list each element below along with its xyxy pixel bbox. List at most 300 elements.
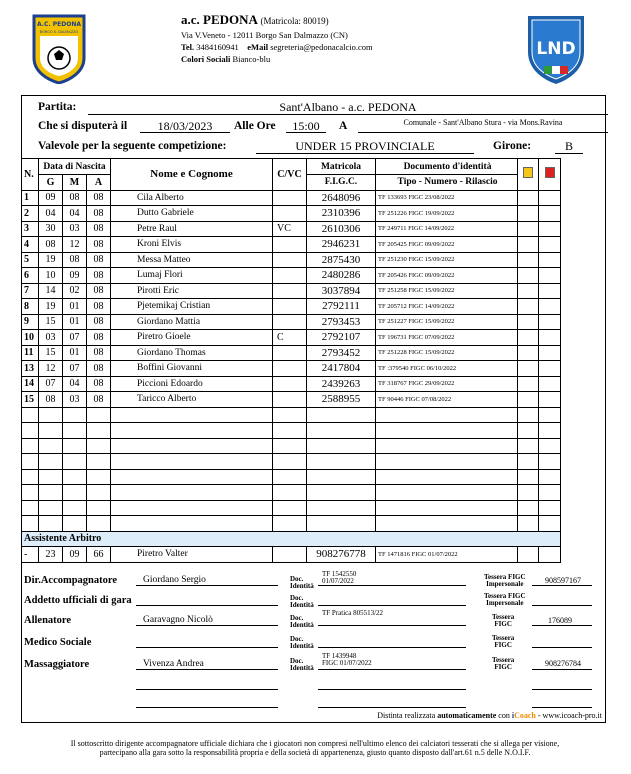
medico-doc-label: Doc. Identità [290, 635, 314, 650]
player-yellow [518, 252, 539, 268]
col-a: A [87, 175, 111, 191]
lnd-logo [524, 12, 588, 86]
player-row [22, 330, 561, 346]
player-doc [376, 500, 518, 516]
player-dob-a [87, 454, 111, 470]
col-n: N. [22, 159, 39, 191]
player-yellow [518, 469, 539, 485]
player-matricola: 2417804 [307, 361, 376, 377]
footer-disclaimer: Il sottoscritto dirigente accompagnatore ufficiale dichiara che i giocatori non compresi nell'ultimo elenco dei calciatori tesserati che si allega per visione, partecipano alla gara sotto la responsabilità propria e della società di appartenenza, giusto quanto disposto dall'art.61 n.5 delle N.O.I.F. [70, 739, 560, 757]
player-name [111, 516, 273, 532]
player-matricola: 3037894 [307, 283, 376, 299]
player-red [539, 392, 561, 408]
player-row [22, 376, 561, 392]
player-dob-g: 09 [39, 190, 63, 206]
player-yellow [518, 454, 539, 470]
player-doc: TF 133693 FIGC 23/08/2022 [376, 190, 518, 206]
player-cvc [273, 516, 307, 532]
player-doc: TF 249711 FIGC 14/09/2022 [376, 221, 518, 237]
col-matricola: Matricola [307, 159, 376, 175]
player-dob-m: 08 [63, 190, 87, 206]
player-row [22, 206, 561, 222]
player-number: 9 [22, 314, 39, 330]
assistant-name: Piretro Valter [111, 547, 273, 563]
player-doc: TF 251230 FIGC 15/09/2022 [376, 252, 518, 268]
player-yellow [518, 407, 539, 423]
player-doc: TF 205426 FIGC 09/09/2022 [376, 268, 518, 284]
player-dob-g: 14 [39, 283, 63, 299]
partita-value: Sant'Albano - a.c. PEDONA [279, 100, 417, 114]
player-number [22, 516, 39, 532]
dir-label: Dir.Accompagnatore [24, 575, 118, 586]
player-dob-m: 12 [63, 237, 87, 253]
player-cvc [273, 190, 307, 206]
player-dob-g: 19 [39, 252, 63, 268]
player-cvc [273, 500, 307, 516]
player-red [539, 330, 561, 346]
player-red [539, 314, 561, 330]
player-dob-g: 10 [39, 268, 63, 284]
player-doc [376, 423, 518, 439]
player-row [22, 454, 561, 470]
player-red [539, 345, 561, 361]
player-cvc [273, 237, 307, 253]
player-cvc [273, 392, 307, 408]
player-yellow [518, 438, 539, 454]
player-number [22, 407, 39, 423]
player-dob-a: 08 [87, 221, 111, 237]
player-matricola: 2480286 [307, 268, 376, 284]
player-name [111, 423, 273, 439]
player-dob-a: 08 [87, 190, 111, 206]
club-badge-sub: BORGO S. DALMAZZO [39, 30, 79, 34]
player-number: 11 [22, 345, 39, 361]
player-doc: TF 196731 FIGC 07/09/2022 [376, 330, 518, 346]
player-dob-m [63, 438, 87, 454]
club-badge-text: A.C. PEDONA [36, 21, 82, 28]
player-red [539, 283, 561, 299]
player-dob-a: 08 [87, 283, 111, 299]
player-dob-a: 08 [87, 237, 111, 253]
player-name: Dutto Gabriele [111, 206, 273, 222]
player-red [539, 516, 561, 532]
assistant-g: 23 [39, 547, 63, 563]
player-number: 2 [22, 206, 39, 222]
player-number [22, 423, 39, 439]
assistant-matricola: 908276778 [307, 547, 376, 563]
date-value: 18/03/2023 [157, 119, 213, 133]
player-yellow [518, 283, 539, 299]
player-dob-m: 08 [63, 252, 87, 268]
player-dob-m [63, 407, 87, 423]
player-dob-m: 03 [63, 392, 87, 408]
player-yellow [518, 423, 539, 439]
allenatore-name: Garavagno Nicolò [143, 615, 213, 625]
player-row [22, 392, 561, 408]
player-cvc [273, 206, 307, 222]
mass-name: Vivenza Andrea [143, 659, 204, 669]
player-row [22, 423, 561, 439]
player-dob-a: 08 [87, 299, 111, 315]
club-address: Via V.Veneto - 12011 Borgo San Dalmazzo (CN) [181, 30, 348, 40]
player-dob-g: 15 [39, 314, 63, 330]
player-name: Petre Raul [111, 221, 273, 237]
player-row [22, 469, 561, 485]
player-yellow [518, 485, 539, 501]
player-dob-a: 08 [87, 252, 111, 268]
player-dob-g: 15 [39, 345, 63, 361]
medico-tessera-label: Tessera FIGC [492, 634, 515, 649]
mass-doc: TF 1439948 FIGC 01/07/2022 [322, 652, 372, 667]
col-doc-sub: Tipo - Numero - Rilascio [376, 175, 518, 191]
player-number [22, 469, 39, 485]
player-cvc [273, 345, 307, 361]
player-red [539, 500, 561, 516]
mass-doc-label: Doc. Identità [290, 657, 314, 672]
player-matricola [307, 485, 376, 501]
player-row [22, 485, 561, 501]
player-yellow [518, 376, 539, 392]
player-dob-g [39, 469, 63, 485]
player-dob-m [63, 500, 87, 516]
player-dob-g: 04 [39, 206, 63, 222]
player-dob-m [63, 454, 87, 470]
girone-value: B [564, 139, 573, 153]
player-yellow [518, 299, 539, 315]
player-dob-g: 30 [39, 221, 63, 237]
player-dob-a: 08 [87, 345, 111, 361]
col-figc: F.I.G.C. [307, 175, 376, 191]
player-dob-a: 08 [87, 206, 111, 222]
player-name: Pirotti Eric [111, 283, 273, 299]
player-dob-m: 02 [63, 283, 87, 299]
player-name: Piretro Gioele [111, 330, 273, 346]
red-card-icon [545, 167, 555, 178]
player-number: 8 [22, 299, 39, 315]
player-dob-a [87, 485, 111, 501]
player-dob-m: 03 [63, 221, 87, 237]
player-cvc [273, 376, 307, 392]
player-row [22, 438, 561, 454]
player-yellow [518, 361, 539, 377]
player-dob-g [39, 516, 63, 532]
player-dob-m: 01 [63, 314, 87, 330]
player-number: 13 [22, 361, 39, 377]
player-doc [376, 485, 518, 501]
player-matricola: 2793452 [307, 345, 376, 361]
player-dob-a: 08 [87, 268, 111, 284]
player-dob-a: 08 [87, 330, 111, 346]
player-dob-g: 08 [39, 392, 63, 408]
player-row [22, 299, 561, 315]
player-cvc: C [273, 330, 307, 346]
player-red [539, 237, 561, 253]
player-name: Piccioni Edoardo [111, 376, 273, 392]
player-row [22, 407, 561, 423]
player-red [539, 268, 561, 284]
assistant-row [22, 547, 561, 563]
player-name [111, 438, 273, 454]
col-doc: Documento d'identità [376, 159, 518, 175]
mass-tessera: 908276784 [545, 659, 581, 668]
player-matricola: 2588955 [307, 392, 376, 408]
player-yellow [518, 392, 539, 408]
player-row [22, 314, 561, 330]
addetto-doc-label: Doc. Identità [290, 594, 314, 609]
player-dob-g [39, 438, 63, 454]
player-name: Giordano Mattia [111, 314, 273, 330]
player-doc: TF 251226 FIGC 19/09/2022 [376, 206, 518, 222]
player-yellow [518, 268, 539, 284]
player-yellow [518, 237, 539, 253]
player-name: Pjetemikaj Cristian [111, 299, 273, 315]
player-yellow [518, 314, 539, 330]
player-matricola: 2875430 [307, 252, 376, 268]
assistant-header: Assistente Arbitro [22, 531, 561, 547]
icoach-credit: Distinta realizzata automaticamente con iCoach - www.icoach-pro.it [377, 711, 602, 720]
club-badge-logo [30, 12, 88, 84]
player-doc: TF 318767 FIGC 29/09/2022 [376, 376, 518, 392]
allenatore-doc-label: Doc. Identità [290, 614, 314, 629]
player-dob-g: 19 [39, 299, 63, 315]
player-red [539, 361, 561, 377]
player-dob-g [39, 485, 63, 501]
player-dob-a [87, 500, 111, 516]
player-matricola: 2792111 [307, 299, 376, 315]
player-name: Taricco Alberto [111, 392, 273, 408]
player-number: 5 [22, 252, 39, 268]
player-red [539, 252, 561, 268]
player-cvc [273, 423, 307, 439]
lnd-logo-text: LND [536, 39, 576, 59]
player-dob-m [63, 469, 87, 485]
player-yellow [518, 221, 539, 237]
player-red [539, 221, 561, 237]
player-yellow [518, 206, 539, 222]
player-dob-a [87, 516, 111, 532]
player-cvc [273, 407, 307, 423]
col-name: Nome e Cognome [111, 159, 273, 191]
player-cvc [273, 268, 307, 284]
player-number [22, 438, 39, 454]
player-red [539, 438, 561, 454]
partita-label: Partita: [38, 101, 77, 113]
player-dob-g [39, 407, 63, 423]
player-cvc [273, 454, 307, 470]
player-dob-g: 08 [39, 237, 63, 253]
player-yellow [518, 500, 539, 516]
dir-tessera: 908597167 [545, 576, 581, 585]
player-row [22, 516, 561, 532]
player-matricola: 2946231 [307, 237, 376, 253]
player-red [539, 407, 561, 423]
player-dob-a: 08 [87, 376, 111, 392]
addetto-tessera-label: Tessera FIGC Impersonale [484, 592, 526, 607]
player-cvc [273, 361, 307, 377]
player-cvc [273, 469, 307, 485]
player-doc: TF 251228 FIGC 15/09/2022 [376, 345, 518, 361]
col-cvc: C/VC [273, 159, 307, 191]
player-doc [376, 407, 518, 423]
player-name: Boffini Giovanni [111, 361, 273, 377]
player-dob-a [87, 423, 111, 439]
assistant-m: 09 [63, 547, 87, 563]
player-matricola [307, 454, 376, 470]
player-matricola [307, 469, 376, 485]
player-row [22, 345, 561, 361]
player-name [111, 485, 273, 501]
player-yellow [518, 516, 539, 532]
player-cvc [273, 438, 307, 454]
player-cvc [273, 485, 307, 501]
player-matricola: 2793453 [307, 314, 376, 330]
player-number: 4 [22, 237, 39, 253]
player-doc: TF 251258 FIGC 15/09/2022 [376, 283, 518, 299]
player-doc: TF 251227 FIGC 15/09/2022 [376, 314, 518, 330]
player-dob-m: 09 [63, 268, 87, 284]
player-dob-g: 03 [39, 330, 63, 346]
assistant-a: 66 [87, 547, 111, 563]
player-matricola: 2310396 [307, 206, 376, 222]
player-dob-a: 08 [87, 361, 111, 377]
club-colors: Colori Sociali Bianco-blu [181, 54, 271, 64]
player-name: Giordano Thomas [111, 345, 273, 361]
player-doc: TF 205425 FIGC 09/09/2022 [376, 237, 518, 253]
allenatore-tessera-label: Tessera FIGC [492, 613, 515, 628]
col-m: M [63, 175, 87, 191]
player-cvc [273, 283, 307, 299]
player-dob-m: 07 [63, 330, 87, 346]
girone-label: Girone: [493, 140, 532, 152]
player-name: Cila Alberto [111, 190, 273, 206]
player-dob-m [63, 423, 87, 439]
player-dob-a [87, 438, 111, 454]
player-cvc [273, 252, 307, 268]
competition-label: Valevole per la seguente competizione: [38, 140, 227, 152]
player-yellow [518, 345, 539, 361]
medico-label: Medico Sociale [24, 637, 92, 648]
player-dob-a: 08 [87, 314, 111, 330]
club-contacts: Tel. 3484160941 eMail segreteria@pedonacalcio.com [181, 42, 373, 52]
player-doc [376, 516, 518, 532]
col-yellow [518, 159, 539, 191]
player-number: 14 [22, 376, 39, 392]
player-dob-m [63, 516, 87, 532]
dir-doc-label: Doc. Identità [290, 575, 314, 590]
player-cvc: VC [273, 221, 307, 237]
player-dob-m: 01 [63, 299, 87, 315]
player-dob-g: 07 [39, 376, 63, 392]
assistant-n: - [22, 547, 39, 563]
date-label: Che si disputerà il [38, 120, 128, 132]
player-matricola: 2610306 [307, 221, 376, 237]
player-doc: TF 205712 FIGC 14/09/2022 [376, 299, 518, 315]
player-dob-m: 04 [63, 206, 87, 222]
dir-tessera-label: Tessera FIGC Impersonale [484, 573, 526, 588]
time-label: Alle Ore [234, 120, 276, 132]
allenatore-label: Allenatore [24, 615, 72, 626]
massaggiatore-label: Massaggiatore [24, 659, 90, 670]
player-dob-m: 04 [63, 376, 87, 392]
player-matricola [307, 516, 376, 532]
player-yellow [518, 190, 539, 206]
player-row [22, 500, 561, 516]
player-doc [376, 438, 518, 454]
player-row [22, 237, 561, 253]
player-dob-g: 12 [39, 361, 63, 377]
player-matricola [307, 500, 376, 516]
player-name [111, 407, 273, 423]
player-matricola [307, 407, 376, 423]
player-number [22, 454, 39, 470]
col-g: G [39, 175, 63, 191]
player-row [22, 268, 561, 284]
player-name: Messa Matteo [111, 252, 273, 268]
player-name: Kroni Elvis [111, 237, 273, 253]
player-doc [376, 469, 518, 485]
player-doc: TF :379540 FIGC 06/10/2022 [376, 361, 518, 377]
player-matricola: 2648096 [307, 190, 376, 206]
player-dob-a: 08 [87, 392, 111, 408]
competition-value: UNDER 15 PROVINCIALE [295, 139, 435, 153]
player-number: 6 [22, 268, 39, 284]
col-dob: Data di Nascita [39, 159, 111, 175]
player-number: 7 [22, 283, 39, 299]
allenatore-tessera: 176089 [548, 616, 572, 625]
players-table [21, 158, 561, 563]
player-red [539, 454, 561, 470]
venue-value: Comunale - Sant'Albano Stura - via Mons.Ravina [403, 118, 563, 127]
player-number: 3 [22, 221, 39, 237]
player-dob-m [63, 485, 87, 501]
player-dob-g [39, 423, 63, 439]
player-number [22, 500, 39, 516]
venue-a-label: A [339, 120, 348, 132]
player-matricola: 2439263 [307, 376, 376, 392]
player-row [22, 221, 561, 237]
player-number: 10 [22, 330, 39, 346]
player-row [22, 361, 561, 377]
time-value: 15:00 [292, 119, 320, 133]
dir-doc: TF 1542550 01/07/2022 [322, 570, 357, 585]
dir-name: Giordano Sergio [143, 575, 206, 585]
mass-tessera-label: Tessera FIGC [492, 656, 515, 671]
player-cvc [273, 314, 307, 330]
addetto-label: Addetto ufficiali di gara [24, 595, 132, 606]
player-row [22, 252, 561, 268]
player-dob-m: 01 [63, 345, 87, 361]
player-red [539, 469, 561, 485]
player-doc: TF 90446 FIGC 07/08/2022 [376, 392, 518, 408]
player-red [539, 376, 561, 392]
player-number: 1 [22, 190, 39, 206]
player-red [539, 299, 561, 315]
club-name: a.c. PEDONA (Matricola: 80019) [181, 12, 329, 27]
player-cvc [273, 299, 307, 315]
player-name [111, 500, 273, 516]
player-doc [376, 454, 518, 470]
player-dob-a [87, 469, 111, 485]
player-row [22, 190, 561, 206]
yellow-card-icon [523, 167, 533, 178]
player-number [22, 485, 39, 501]
player-matricola [307, 423, 376, 439]
player-dob-a [87, 407, 111, 423]
player-matricola [307, 438, 376, 454]
assistant-doc: TF 1471816 FIGC 01/07/2022 [376, 547, 518, 563]
player-name [111, 469, 273, 485]
player-name [111, 454, 273, 470]
